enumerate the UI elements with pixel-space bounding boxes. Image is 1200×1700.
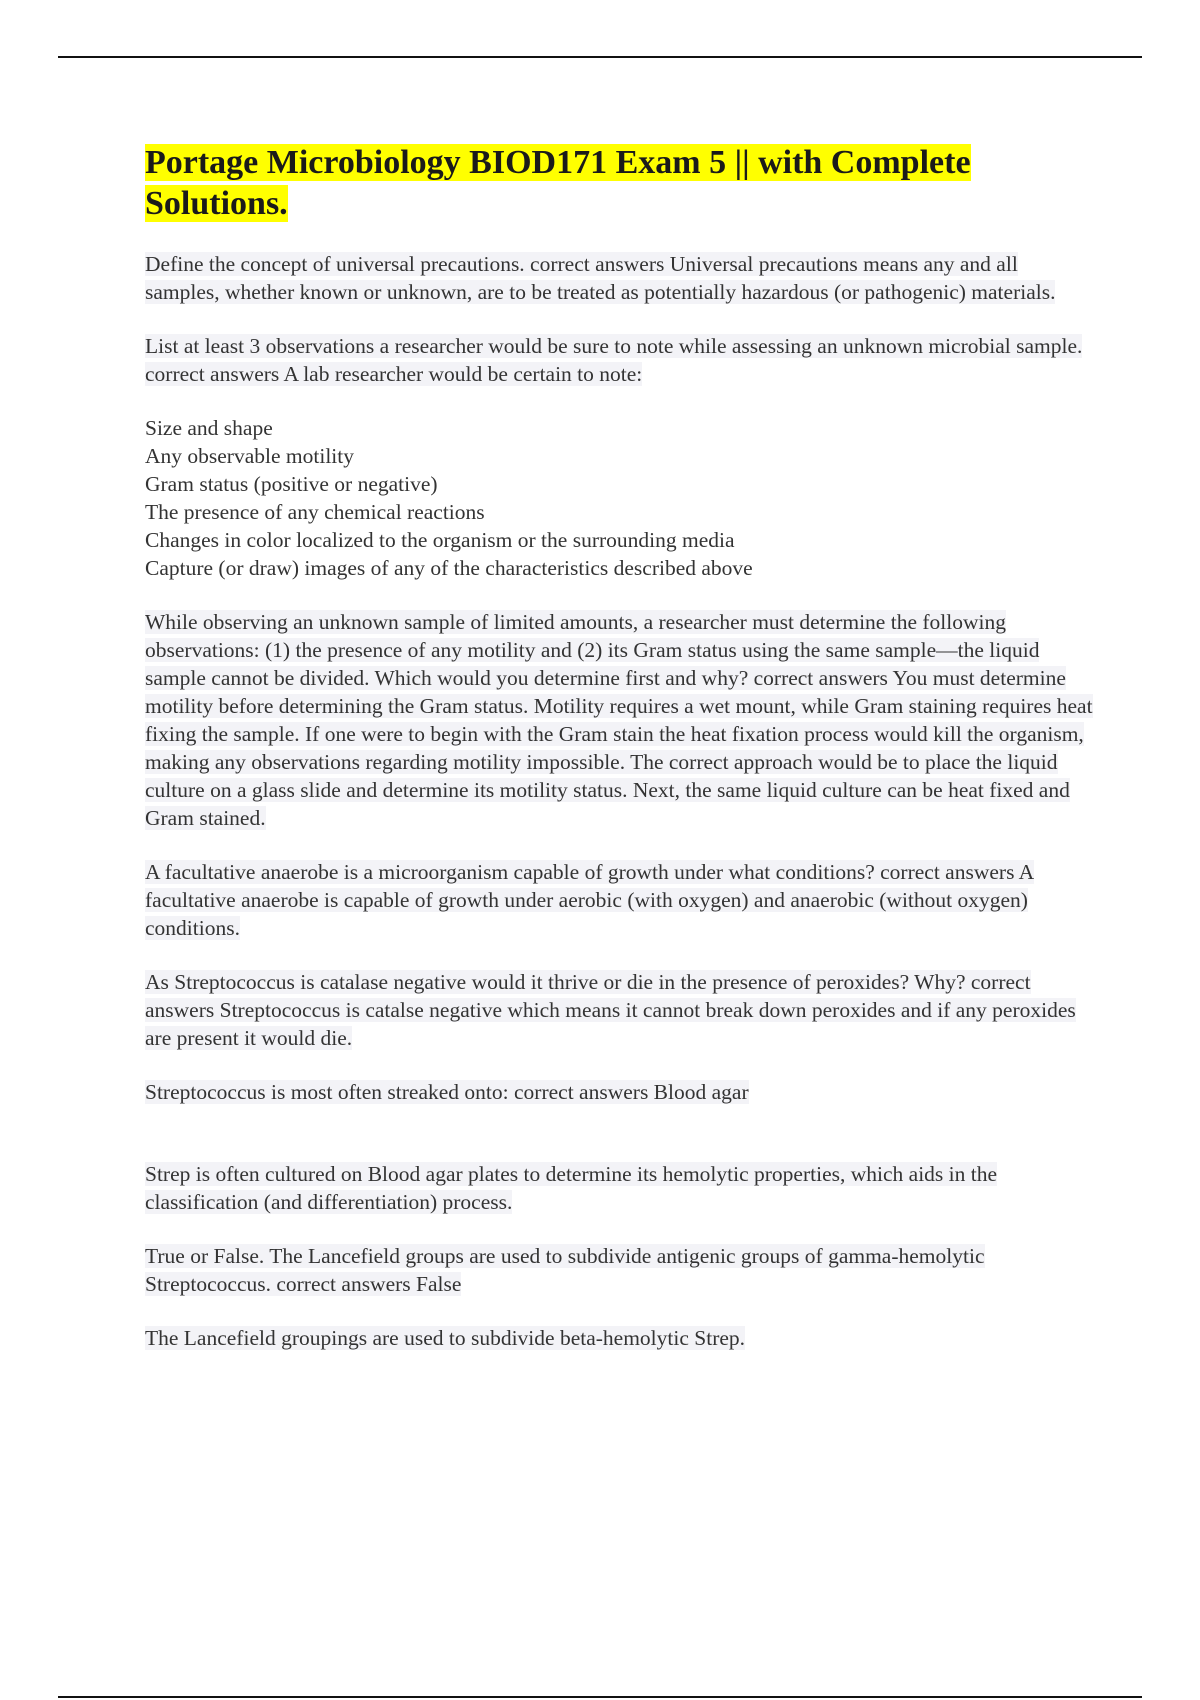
question-paragraph: While observing an unknown sample of limited amounts, a researcher must determine the following observations: (1) the presence of any motility and (2) its Gram status using the same sample—the liquid sample cannot be divided. Which would you determine first and why? correct answers You must determine motility before determining the Gram status. Motility requires a wet mount, while Gram staining requires heat fixing the sample. If one were to begin with the Gram stain the heat fixation process would kill the organism, making any observations regarding motility impossible. The correct approach would be to place the liquid culture on a glass slide and determine its motility status. Next, the same liquid culture can be heat fixed and Gram stained. <box>145 610 1093 830</box>
blank-gap <box>145 1132 1095 1160</box>
list-item: Capture (or draw) images of any of the characteristics described above <box>145 556 753 580</box>
list-item: Gram status (positive or negative) <box>145 472 438 496</box>
question-paragraph: As Streptococcus is catalase negative would it thrive or die in the presence of peroxides? Why? correct answers Streptococcus is catalse negative which means it cannot break down peroxides and if any peroxides are present it would die. <box>145 970 1076 1050</box>
list-item: Size and shape <box>145 416 273 440</box>
question-paragraph: List at least 3 observations a researcher would be sure to note while assessing an unknown microbial sample. correct answers A lab researcher would be certain to note: <box>145 334 1083 386</box>
question-paragraph: True or False. The Lancefield groups are used to subdivide antigenic groups of gamma-hemolytic Streptococcus. correct answers False <box>145 1244 985 1296</box>
header-rule <box>58 56 1142 58</box>
list-item: Changes in color localized to the organism or the surrounding media <box>145 528 735 552</box>
question-paragraph: A facultative anaerobe is a microorganism capable of growth under what conditions? correct answers A facultative anaerobe is capable of growth under aerobic (with oxygen) and anaerobic (without oxygen) conditions. <box>145 860 1035 940</box>
explanation-paragraph: Strep is often cultured on Blood agar plates to determine its hemolytic properties, which aids in the classification (and differentiation) process. <box>145 1162 998 1214</box>
footer-rule <box>58 1696 1142 1698</box>
document-body <box>145 142 1095 1378</box>
list-item: Any observable motility <box>145 444 354 468</box>
document-title: Portage Microbiology BIOD171 Exam 5 || with Complete Solutions. <box>145 144 971 222</box>
explanation-paragraph: The Lancefield groupings are used to subdivide beta-hemolytic Strep. <box>145 1326 746 1350</box>
question-paragraph: Define the concept of universal precautions. correct answers Universal precautions means any and all samples, whether known or unknown, are to be treated as potentially hazardous (or pathogenic) materials. <box>145 252 1056 304</box>
list-item: The presence of any chemical reactions <box>145 500 485 524</box>
observation-list <box>145 414 1095 582</box>
question-paragraph: Streptococcus is most often streaked onto: correct answers Blood agar <box>145 1080 749 1104</box>
